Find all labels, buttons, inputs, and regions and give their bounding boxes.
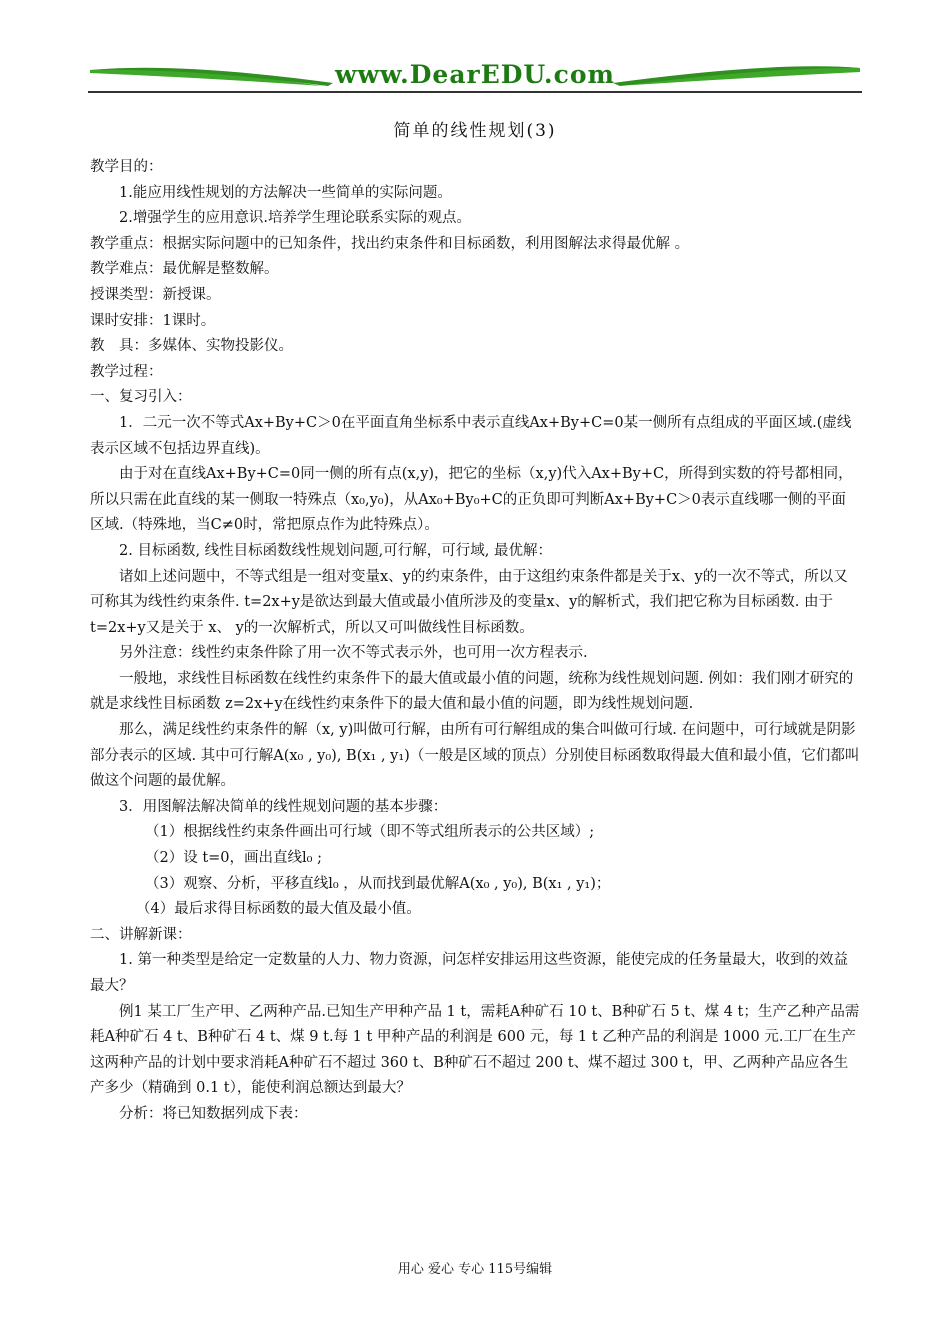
lesson-content	[90, 155, 860, 1128]
paragraph: 1.能应用线性规划的方法解决一些简单的实际问题。	[119, 184, 452, 201]
step-item: （1）根据线性约束条件画出可行域（即不等式组所表示的公共区域）;	[145, 824, 595, 841]
paragraph: 分析：将已知数据列成下表：	[119, 1105, 308, 1122]
paragraph: 课时安排：1课时。	[90, 312, 216, 329]
page-footer: 用心 爱心 专心 115号编辑	[397, 1262, 553, 1277]
section-heading: 一、复习引入：	[90, 389, 192, 406]
paragraph: 教学难点：最优解是整数解。	[90, 261, 279, 278]
paragraph: 教学重点：根据实际问题中的已知条件，找出约束条件和目标函数，利用图解法求得最优解 。	[90, 235, 690, 252]
paragraph: 3．用图解法解决简单的线性规划问题的基本步骤：	[119, 798, 448, 815]
step-item: （3）观察、分析，平移直线l₀ ，从而找到最优解A(x₀ , y₀), B(x₁ , y₁)；	[145, 875, 611, 892]
paragraph: 教学目的：	[90, 159, 163, 175]
site-logo-text[interactable]: www.DearEDU.com	[334, 60, 615, 89]
paragraph: 另外注意：线性约束条件除了用一次不等式表示外，也可用一次方程表示.	[119, 645, 588, 662]
paragraph: 2.增强学生的应用意识.培养学生理论联系实际的观点。	[119, 210, 471, 227]
step-item: （4）最后求得目标函数的最大值及最小值。	[136, 901, 421, 918]
paragraph: 教学过程：	[90, 363, 163, 380]
paragraph: 由于对在直线Ax+By+C=0同一侧的所有点(x,y)，把它的坐标（x,y)代入Ax+By+C，所得到实数的符号都相同，所以只需在此直线的某一侧取一特殊点（x₀,y₀)，从Ax₀+By₀+C的正负即可判断Ax+By+C＞0表示直线哪一侧的平面区域.（特殊地，当C≠0时，常把原点作为此特殊点）。	[90, 466, 853, 534]
paragraph: 1. 第一种类型是给定一定数量的人力、物力资源，问怎样安排运用这些资源，能使完成的任务量最大，收到的效益最大？	[90, 952, 848, 994]
section-heading: 二、讲解新课：	[90, 926, 192, 943]
header-divider	[88, 91, 862, 93]
paragraph: 一般地，求线性目标函数在线性约束条件下的最大值或最小值的问题，统称为线性规划问题. 例如：我们刚才研究的就是求线性目标函数 z=2x+y在线性约束条件下的最大值和最小值的问题，即为线性规划问题.	[90, 670, 854, 713]
paragraph: 授课类型：新授课。	[90, 286, 221, 303]
paragraph: 1．二元一次不等式Ax+By+C＞0在平面直角坐标系中表示直线Ax+By+C=0某一侧所有点组成的平面区域.(虚线表示区域不包括边界直线)。	[90, 414, 852, 457]
page-title: 简单的线性规划(3)	[393, 121, 557, 141]
paragraph: 2. 目标函数, 线性目标函数线性规划问题,可行解，可行域, 最优解：	[119, 542, 552, 559]
paragraph: 诸如上述问题中，不等式组是一组对变量x、y的约束条件，由于这组约束条件都是关于x、y的一次不等式，所以又可称其为线性约束条件. t=2x+y是欲达到最大值或最小值所涉及的变量x、y的解析式，我们把它称为目标函数. 由于 t=2x+y又是关于 x、 y的一次解析式，所以又可叫做线性目标函数。	[90, 568, 848, 636]
example-paragraph: 例1 某工厂生产甲、乙两种产品.已知生产甲种产品 1 t，需耗A种矿石 10 t、B种矿石 5 t、煤 4 t；生产乙种产品需耗A种矿石 4 t、B种矿石 4 t、煤 9 t.每 1 t 甲种产品的利润是 600 元，每 1 t 乙种产品的利润是 1000 元.工厂在生产这两种产品的计划中要求消耗A种矿石不超过 360 t、B种矿石不超过 200 t、煤不超过 300 t，甲、乙两种产品应各生产多少（精确到 0.1 t），能使利润总额达到最大？	[90, 1003, 860, 1097]
step-item: （2）设 t=0，画出直线l₀ ;	[145, 850, 322, 867]
paragraph: 教 具：多媒体、实物投影仪。	[90, 338, 293, 355]
paragraph: 那么，满足线性约束条件的解（x, y)叫做可行解，由所有可行解组成的集合叫做可行域. 在问题中，可行域就是阴影部分表示的区域. 其中可行解A(x₀ , y₀), B(x₁ , y₁)（一般是区域的顶点）分别使目标函数取得最大值和最小值，它们都叫做这个问题的最优解。	[90, 722, 860, 790]
